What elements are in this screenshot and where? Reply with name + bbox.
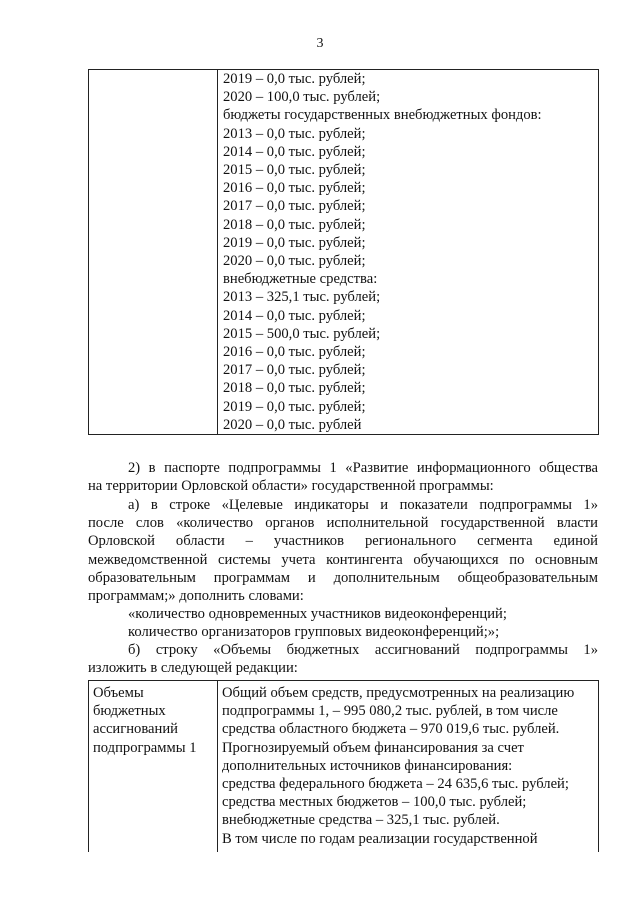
text-line: образовательным программам и дополнительным общеобразовательным bbox=[88, 569, 598, 586]
funding-line: 2013 – 0,0 тыс. рублей; bbox=[223, 125, 366, 142]
budget-line: В том числе по годам реализации государственной bbox=[222, 830, 538, 847]
budget-line: подпрограммы 1, – 995 080,2 тыс. рублей, в том числе bbox=[222, 703, 558, 720]
funding-line: 2020 – 0,0 тыс. рублей bbox=[223, 416, 362, 433]
text-line: «количество одновременных участников видеоконференций; bbox=[128, 606, 507, 622]
funding-line: 2016 – 0,0 тыс. рублей; bbox=[223, 180, 366, 197]
text-line: после слов «количество органов исполнительной государственной власти bbox=[88, 515, 598, 532]
funding-line: 2020 – 0,0 тыс. рублей; bbox=[223, 253, 366, 270]
funding-line: 2018 – 0,0 тыс. рублей; bbox=[223, 380, 366, 397]
funding-line: 2013 – 325,1 тыс. рублей; bbox=[223, 289, 381, 306]
table-cell-right bbox=[218, 70, 599, 435]
paragraph-indicators-row bbox=[88, 496, 598, 605]
funding-line: 2015 – 0,0 тыс. рублей; bbox=[223, 162, 366, 179]
table-cell-right bbox=[218, 681, 599, 852]
text-line: а) в строке «Целевые индикаторы и показатели подпрограммы 1» bbox=[128, 497, 598, 513]
funding-line: 2015 – 500,0 тыс. рублей; bbox=[223, 325, 381, 342]
budget-allocation-table bbox=[88, 680, 599, 852]
funding-line: 2014 – 0,0 тыс. рублей; bbox=[223, 307, 366, 324]
paragraph-addition-1 bbox=[88, 605, 598, 623]
funding-line: 2017 – 0,0 тыс. рублей; bbox=[223, 198, 366, 215]
budget-line: внебюджетные средства – 325,1 тыс. рублей. bbox=[222, 812, 500, 829]
funding-table-continued bbox=[88, 69, 599, 435]
text-line: 2) в паспорте подпрограммы 1 «Развитие информационного общества bbox=[128, 460, 598, 476]
row-heading-line: подпрограммы 1 bbox=[93, 739, 197, 756]
funding-line: 2018 – 0,0 тыс. рублей; bbox=[223, 216, 366, 233]
funding-line: 2016 – 0,0 тыс. рублей; bbox=[223, 344, 366, 361]
table-cell-left-empty bbox=[89, 70, 218, 435]
page-number: 3 bbox=[316, 36, 324, 51]
budget-line: Общий объем средств, предусмотренных на реализацию bbox=[222, 685, 575, 701]
row-heading-line: Объемы bbox=[93, 685, 144, 701]
text-line: на территории Орловской области» государственной программы: bbox=[88, 478, 494, 495]
budget-line: средства федерального бюджета – 24 635,6 тыс. рублей; bbox=[222, 776, 569, 793]
row-heading-line: ассигнований bbox=[93, 721, 178, 738]
funding-line: 2019 – 0,0 тыс. рублей; bbox=[223, 398, 366, 415]
row-heading-line: бюджетных bbox=[93, 703, 166, 720]
budget-line: дополнительных источников финансирования: bbox=[222, 757, 513, 774]
paragraph-addition-2 bbox=[88, 623, 598, 641]
text-line: межведомственной системы учета контингента обучающихся по основным bbox=[88, 551, 598, 568]
funding-line: 2014 – 0,0 тыс. рублей; bbox=[223, 143, 366, 160]
budget-line: средства местных бюджетов – 100,0 тыс. рублей; bbox=[222, 794, 527, 811]
text-line: б) строку «Объемы бюджетных ассигнований подпрограммы 1» bbox=[128, 642, 598, 658]
funding-line: 2020 – 100,0 тыс. рублей; bbox=[223, 89, 381, 106]
funding-line: 2019 – 0,0 тыс. рублей; bbox=[223, 71, 366, 87]
text-line: изложить в следующей редакции: bbox=[88, 660, 298, 677]
funding-line: 2017 – 0,0 тыс. рублей; bbox=[223, 362, 366, 379]
table-row bbox=[89, 70, 599, 435]
budget-line: средства областного бюджета – 970 019,6 тыс. рублей. bbox=[222, 721, 560, 738]
budget-line: Прогнозируемый объем финансирования за счет bbox=[222, 739, 524, 756]
table-row bbox=[89, 681, 599, 852]
text-line: количество организаторов групповых видеоконференций;»; bbox=[128, 624, 500, 640]
paragraph-budget-row bbox=[88, 641, 598, 677]
funding-line: бюджеты государственных внебюджетных фондов: bbox=[223, 107, 542, 124]
text-line: программам;» дополнить словами: bbox=[88, 588, 304, 605]
funding-line: 2019 – 0,0 тыс. рублей; bbox=[223, 234, 366, 251]
paragraph-subprogram-passport bbox=[88, 459, 598, 495]
text-line: Орловской области – участников регионального сегмента единой bbox=[88, 533, 598, 550]
funding-line: внебюджетные средства: bbox=[223, 271, 378, 288]
table-cell-left bbox=[89, 681, 218, 852]
